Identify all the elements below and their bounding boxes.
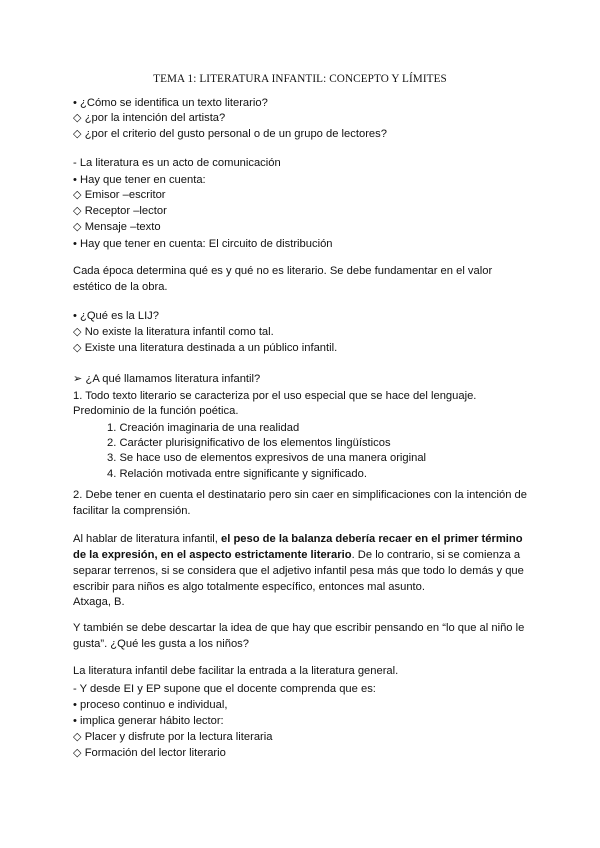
- quote-author: Atxaga, B.: [73, 596, 125, 608]
- communication-act-line: - La literatura es un acto de comunicación: [73, 157, 281, 169]
- list-item: 2. Carácter plurisignificativo de los elementos lingüísticos: [107, 437, 391, 449]
- reading-pleasure-item: ◇ Placer y disfrute por la lectura literaria: [73, 731, 273, 743]
- item-receptor: ◇ Receptor –lector: [73, 205, 167, 217]
- reading-habit-item: • implica generar hábito lector:: [73, 715, 224, 727]
- page-title: TEMA 1: LITERATURA INFANTIL: CONCEPTO Y LÍMITES: [153, 73, 447, 85]
- item-mensaje: ◇ Mensaje –texto: [73, 221, 161, 233]
- point-1-line-1: 1. Todo texto literario se caracteriza por el uso especial que se hace del lenguaje.: [73, 390, 477, 402]
- point-2-line-2: facilitar la comprensión.: [73, 505, 191, 517]
- list-item: 3. Se hace uso de elementos expresivos de una manera original: [107, 452, 427, 464]
- atxaga-quote-line-1: [73, 531, 523, 547]
- atxaga-quote-line-4: escribir para niños es algo totalmente específico, entonces mal asunto.: [73, 581, 425, 593]
- distribution-circuit-line: • Hay que tener en cuenta: El circuito de distribución: [73, 238, 333, 250]
- quote-emphasis: de la expresión, en el aspecto estrictamente literario: [73, 549, 352, 561]
- question-identify-literary-text: • ¿Cómo se identifica un texto literario?: [73, 97, 268, 109]
- atxaga-quote-line-2: [73, 547, 520, 563]
- epoch-paragraph-line-2: estético de la obra.: [73, 281, 168, 293]
- atxaga-quote-line-3: separar terrenos, si se considera que el adjetivo infantil pesa más que todo lo demás y que: [73, 565, 524, 577]
- question-what-we-call-infant-literature: ➢ ¿A qué llamamos literatura infantil?: [73, 373, 261, 385]
- option-no-infant-literature: ◇ No existe la literatura infantil como tal.: [73, 326, 274, 338]
- option-literature-for-children: ◇ Existe una literatura destinada a un público infantil.: [73, 342, 338, 354]
- ei-ep-line: - Y desde EI y EP supone que el docente comprenda que es:: [73, 683, 376, 695]
- literary-reader-item: ◇ Formación del lector literario: [73, 747, 226, 759]
- consider-heading: • Hay que tener en cuenta:: [73, 174, 206, 186]
- discard-idea-line-2: gusta”. ¿Qué les gusta a los niños?: [73, 638, 249, 650]
- quote-text: . De lo contrario, si se comienza a: [351, 549, 521, 561]
- item-emisor: ◇ Emisor –escritor: [73, 189, 166, 201]
- option-personal-taste: ◇ ¿por el criterio del gusto personal o de un grupo de lectores?: [73, 128, 387, 140]
- epoch-paragraph-line-1: Cada época determina qué es y qué no es literario. Se debe fundamentar en el valor: [73, 265, 493, 277]
- general-literature-line: La literatura infantil debe facilitar la entrada a la literatura general.: [73, 665, 399, 677]
- point-1-line-2: Predominio de la función poética.: [73, 405, 239, 417]
- option-artist-intention: ◇ ¿por la intención del artista?: [73, 112, 226, 124]
- quote-emphasis: el peso de la balanza debería recaer en el primer término: [221, 533, 523, 545]
- list-item: 1. Creación imaginaria de una realidad: [107, 422, 300, 434]
- discard-idea-line-1: Y también se debe descartar la idea de que hay que escribir pensando en “lo que al niño le: [73, 622, 525, 634]
- continuous-process-item: • proceso continuo e individual,: [73, 699, 228, 711]
- question-what-is-lij: • ¿Qué es la LIJ?: [73, 310, 159, 322]
- point-2-line-1: 2. Debe tener en cuenta el destinatario pero sin caer en simplificaciones con la intención de: [73, 489, 527, 501]
- quote-text: Al hablar de literatura infantil,: [73, 533, 222, 545]
- list-item: 4. Relación motivada entre significante y significado.: [107, 468, 367, 480]
